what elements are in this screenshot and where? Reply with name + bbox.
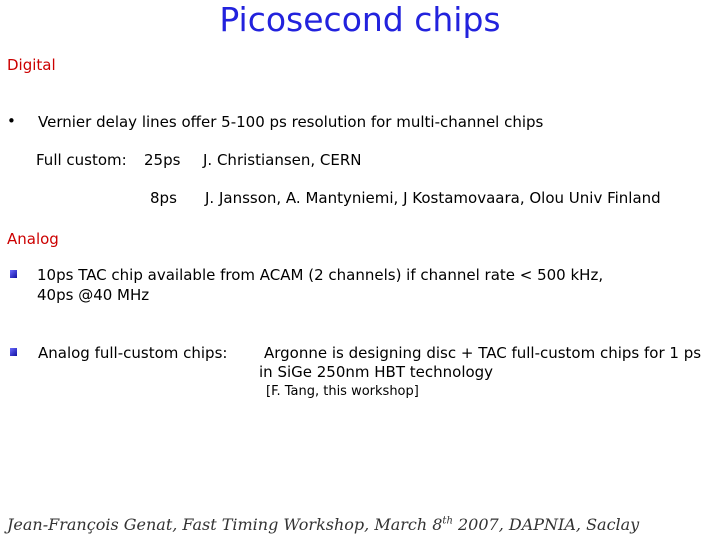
entry-value: 25ps (144, 151, 181, 169)
slide-title: Picosecond chips (219, 0, 501, 39)
entry-author: J. Christiansen, CERN (203, 151, 362, 169)
entry-value: 8ps (150, 189, 177, 207)
footer-prefix: Jean-François Genat, Fast Timing Workshop, March 8 (7, 515, 443, 534)
vernier-text: Vernier delay lines offer 5-100 ps resolution for multi-channel chips (38, 113, 544, 131)
analog-heading: Analog (7, 230, 59, 248)
footer-superscript: th (442, 515, 453, 527)
reference-note: [F. Tang, this workshop] (266, 384, 419, 399)
tac-line-2: 40ps @40 MHz (37, 286, 150, 304)
square-bullet-icon (10, 348, 17, 356)
digital-heading: Digital (7, 56, 56, 74)
argonne-line-1: Argonne is designing disc + TAC full-custom chips for 1 ps (264, 344, 702, 362)
footer (7, 515, 639, 534)
footer-suffix: 2007, DAPNIA, Saclay (452, 515, 640, 534)
bullet-dot: • (7, 112, 16, 130)
tac-line-1: 10ps TAC chip available from ACAM (2 channels) if channel rate < 500 kHz, (37, 266, 604, 284)
entry-author: J. Jansson, A. Mantyniemi, J Kostamovaara, Olou Univ Finland (205, 189, 661, 207)
analog-full-custom-label: Analog full-custom chips: (38, 344, 228, 362)
argonne-line-2: in SiGe 250nm HBT technology (259, 363, 494, 381)
square-bullet-icon (10, 270, 17, 278)
full-custom-label: Full custom: (36, 151, 127, 169)
